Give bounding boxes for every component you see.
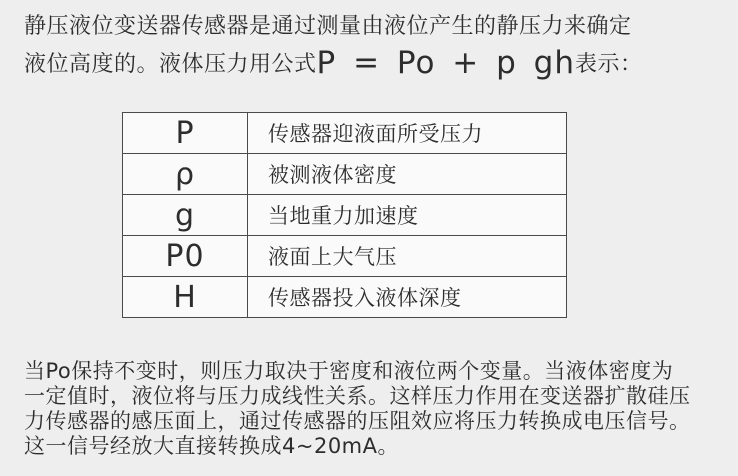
intro-line-2-prefix: 液位高度的。液体压力用公式: [24, 52, 317, 77]
formula-legend-table-body: [123, 113, 567, 318]
pressure-formula: P = Po + p gh: [316, 45, 575, 81]
table-row: [123, 113, 567, 154]
intro-paragraph: [0, 0, 738, 83]
table-row: [123, 236, 567, 277]
description-cell: 传感器投入液体深度: [248, 277, 567, 318]
intro-line-2: [24, 45, 728, 83]
footer-paragraph: [24, 359, 728, 459]
footer-line-1: 当Po保持不变时，则压力取决于密度和液位两个变量。当液体密度为: [24, 359, 674, 383]
description-cell: 当地重力加速度: [248, 195, 567, 236]
intro-line-1-text: 静压液位变送器传感器是通过测量由液位产生的静压力来确定: [24, 14, 632, 39]
formula-legend-table: [122, 112, 567, 318]
intro-line-2-suffix: 表示：: [575, 52, 643, 77]
table-row: [123, 154, 567, 195]
intro-line-1: [24, 8, 728, 45]
table-row: [123, 277, 567, 318]
table-row: [123, 195, 567, 236]
symbol-cell: P0: [123, 236, 248, 277]
footer-line-3: 力传感器的感压面上，通过传感器的压阻效应将压力转换成电压信号。: [24, 409, 691, 433]
description-cell: 传感器迎液面所受压力: [248, 113, 567, 154]
description-cell: 液面上大气压: [248, 236, 567, 277]
description-cell: 被测液体密度: [248, 154, 567, 195]
symbol-cell: P: [123, 113, 248, 154]
footer-line-4: 这一信号经放大直接转换成4~20mA。: [24, 434, 399, 458]
footer-line-2: 一定值时，液位将与压力成线性关系。这样压力作用在变送器扩散硅压: [24, 384, 691, 408]
symbol-cell: H: [123, 277, 248, 318]
symbol-cell: ρ: [123, 154, 248, 195]
symbol-cell: g: [123, 195, 248, 236]
